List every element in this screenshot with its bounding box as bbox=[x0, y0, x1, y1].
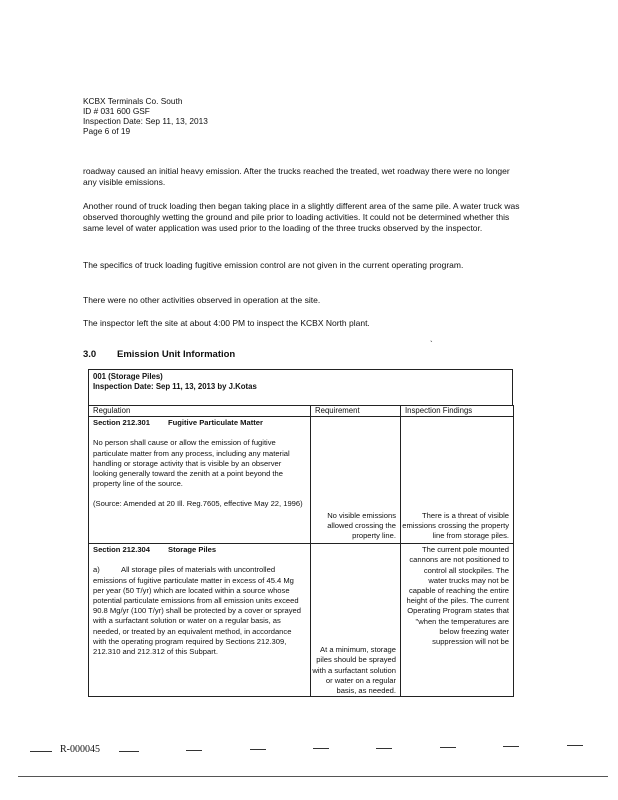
section-title: Emission Unit Information bbox=[117, 349, 236, 360]
regulation-text: No person shall cause or allow the emission of fugitive particulate matter from any process, including any material handling or storage activity that is visible by an observer looking generally toward the zenith at a point beyond the property line of the source. bbox=[93, 438, 290, 489]
facility-id: ID # 031 600 GSF bbox=[83, 106, 150, 116]
page-footer bbox=[0, 740, 618, 800]
paragraph-1: roadway caused an initial heavy emission. After the trucks reached the treated, wet roadway there were no longer any visible emissions. bbox=[83, 166, 510, 187]
requirement-text: At a minimum, storage piles should be sprayed with a surfactant solution or water on a regular basis, as needed. bbox=[312, 645, 396, 695]
paragraph-4: There were no other activities observed in operation at the site. bbox=[83, 295, 321, 305]
footer-dash bbox=[119, 751, 139, 752]
finding-text: The current pole mounted cannons are not positioned to control all stockpiles. The water trucks may not be capable of reaching the entire height of the piles. The current Operating Program states that "when the temperatures are below freezing water suppression will not be bbox=[406, 545, 509, 647]
footer-dash bbox=[503, 746, 519, 747]
requirement-cell bbox=[311, 544, 401, 697]
footer-dash bbox=[30, 751, 52, 752]
requirement-cell bbox=[311, 417, 401, 544]
column-header-regulation: Regulation bbox=[89, 406, 311, 417]
footer-dash bbox=[440, 747, 456, 748]
inspection-date: Inspection Date: Sep 11, 13, 2013 bbox=[83, 116, 208, 126]
column-header-findings: Inspection Findings bbox=[401, 406, 514, 417]
footer-dash bbox=[376, 748, 392, 749]
stray-mark: ` bbox=[430, 340, 433, 349]
table-row bbox=[89, 544, 514, 697]
regulation-cell bbox=[89, 544, 311, 697]
finding-text: There is a threat of visible emissions crossing the property line from storage piles. bbox=[402, 510, 509, 540]
regulation-cell bbox=[89, 417, 311, 544]
unit-name: 001 (Storage Piles) bbox=[93, 372, 163, 381]
footer-dash bbox=[250, 749, 266, 750]
unit-inspection-date: Inspection Date: Sep 11, 13, 2013 by J.Kotas bbox=[93, 382, 257, 391]
section-label: Section 212.301 Fugitive Particulate Matter bbox=[93, 418, 263, 428]
regulation-text: a) All storage piles of materials with uncontrolled emissions of fugitive particulate matter in excess of 45.4 Mg per year (50 T/yr) which are located within a source whose potential particulate emissions from all emission units exceed 90.8 Mg/yr (100 T/yr) shall be protected by a cover or sprayed with a surfactant solution or water on a regular basis, as needed, or treated by an equivalent method, in accordance with the operating program required by Sections 212.309, 212.310 and 212.312 of this Subpart. bbox=[93, 565, 301, 657]
table-header-row bbox=[89, 406, 514, 417]
column-header-requirement: Requirement bbox=[311, 406, 401, 417]
footer-dash bbox=[567, 745, 583, 746]
paragraph-5: The inspector left the site at about 4:00 PM to inspect the KCBX North plant. bbox=[83, 318, 370, 328]
paragraph-2: Another round of truck loading then began taking place in a slightly different area of the same pile. A water truck was observed thoroughly wetting the ground and pile prior to loading activities. It could not be determined whether this same level of water application was used prior to the loading of the three trucks observed by the inspector. bbox=[83, 201, 520, 233]
requirement-text: No visible emissions allowed crossing the property line. bbox=[327, 510, 396, 540]
bates-number: R-000045 bbox=[60, 744, 100, 755]
section-label: Section 212.304 Storage Piles bbox=[93, 545, 217, 555]
company-name: KCBX Terminals Co. South bbox=[83, 96, 183, 106]
finding-cell bbox=[401, 544, 514, 697]
footer-dash bbox=[186, 750, 202, 751]
section-heading bbox=[83, 349, 235, 360]
emission-unit-box bbox=[88, 369, 513, 406]
finding-cell bbox=[401, 417, 514, 544]
scan-edge-line bbox=[18, 776, 608, 777]
regulation-table bbox=[88, 405, 514, 697]
regulation-source: (Source: Amended at 20 Ill. Reg.7605, effective May 22, 1996) bbox=[93, 499, 303, 509]
table-row bbox=[89, 417, 514, 544]
footer-dash bbox=[313, 748, 329, 749]
page-number: Page 6 of 19 bbox=[83, 126, 131, 136]
paragraph-3: The specifics of truck loading fugitive emission control are not given in the current operating program. bbox=[83, 260, 464, 270]
section-number: 3.0 bbox=[83, 349, 97, 360]
page-header bbox=[83, 96, 208, 136]
